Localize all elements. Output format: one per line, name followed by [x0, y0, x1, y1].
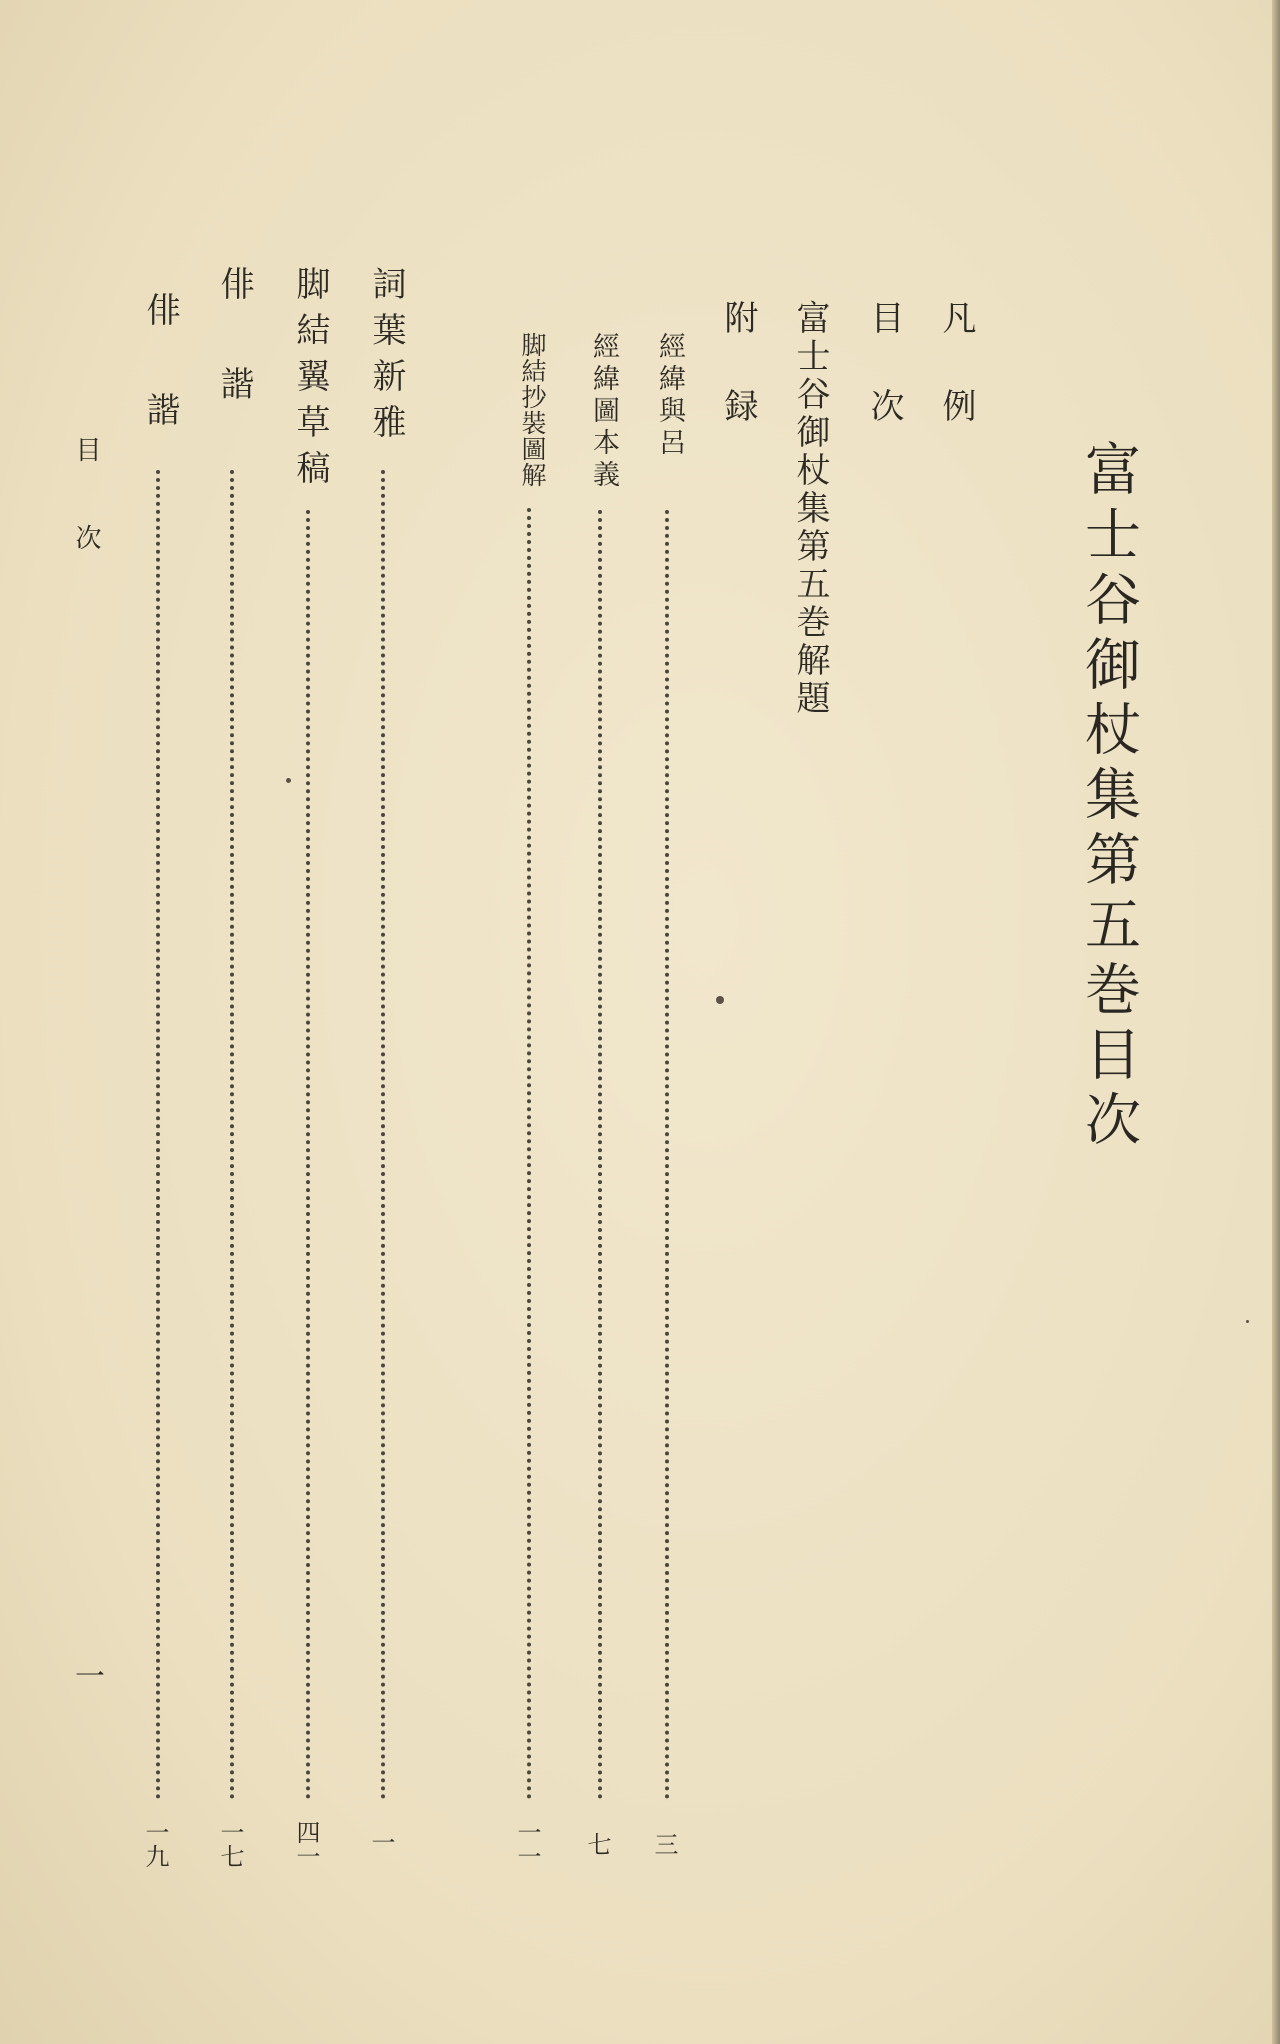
dot-leader [381, 470, 385, 1800]
dot-leader [527, 508, 531, 1800]
page-number: 一七 [216, 1820, 244, 1868]
toc-entry-preface: 凡 例 [936, 300, 976, 432]
toc-entry-shiyo-shinga: 詞葉新雅 [366, 266, 406, 450]
toc-entry-appendix: 附 録 [718, 300, 758, 432]
dot-leader [230, 470, 234, 1800]
toc-entry-contents: 目 次 [864, 300, 904, 432]
dot-leader [306, 510, 310, 1800]
toc-entry-ayuisho-sozu-kai: 脚結抄裝圖解 [518, 332, 547, 488]
page-number: 一 [367, 1830, 395, 1854]
toc-entry-haikai: 俳 諧 [214, 266, 254, 416]
running-footer: 目 次 [71, 436, 101, 568]
paper-speck [286, 778, 291, 783]
toc-entry-introduction: 富士谷御杖集第五巻解題 [790, 300, 830, 718]
page-folio: 一 [69, 1660, 104, 1690]
toc-entry-haikai: 俳 諧 [140, 292, 180, 442]
page-number: 一九 [141, 1820, 169, 1868]
page-number: 四一 [292, 1820, 320, 1868]
page-spine-edge [1272, 0, 1280, 2044]
dot-leader [665, 510, 669, 1800]
toc-entry-ayui-yokuso: 脚結翼草稿 [290, 266, 330, 496]
dot-leader [598, 510, 602, 1800]
toc-entry-keii-yoro: 經緯與呂 [654, 332, 685, 460]
page-number: 一一 [513, 1820, 541, 1868]
page-number: 三 [650, 1832, 678, 1856]
dot-leader [156, 470, 160, 1800]
page-number: 七 [583, 1832, 611, 1856]
paper-speck [716, 996, 724, 1004]
page-title: 富士谷御杖集第五巻目次 [1076, 440, 1141, 1155]
toc-entry-keii-zu-hongi: 經緯圖本義 [588, 332, 619, 492]
paper-speck [1246, 1320, 1249, 1323]
